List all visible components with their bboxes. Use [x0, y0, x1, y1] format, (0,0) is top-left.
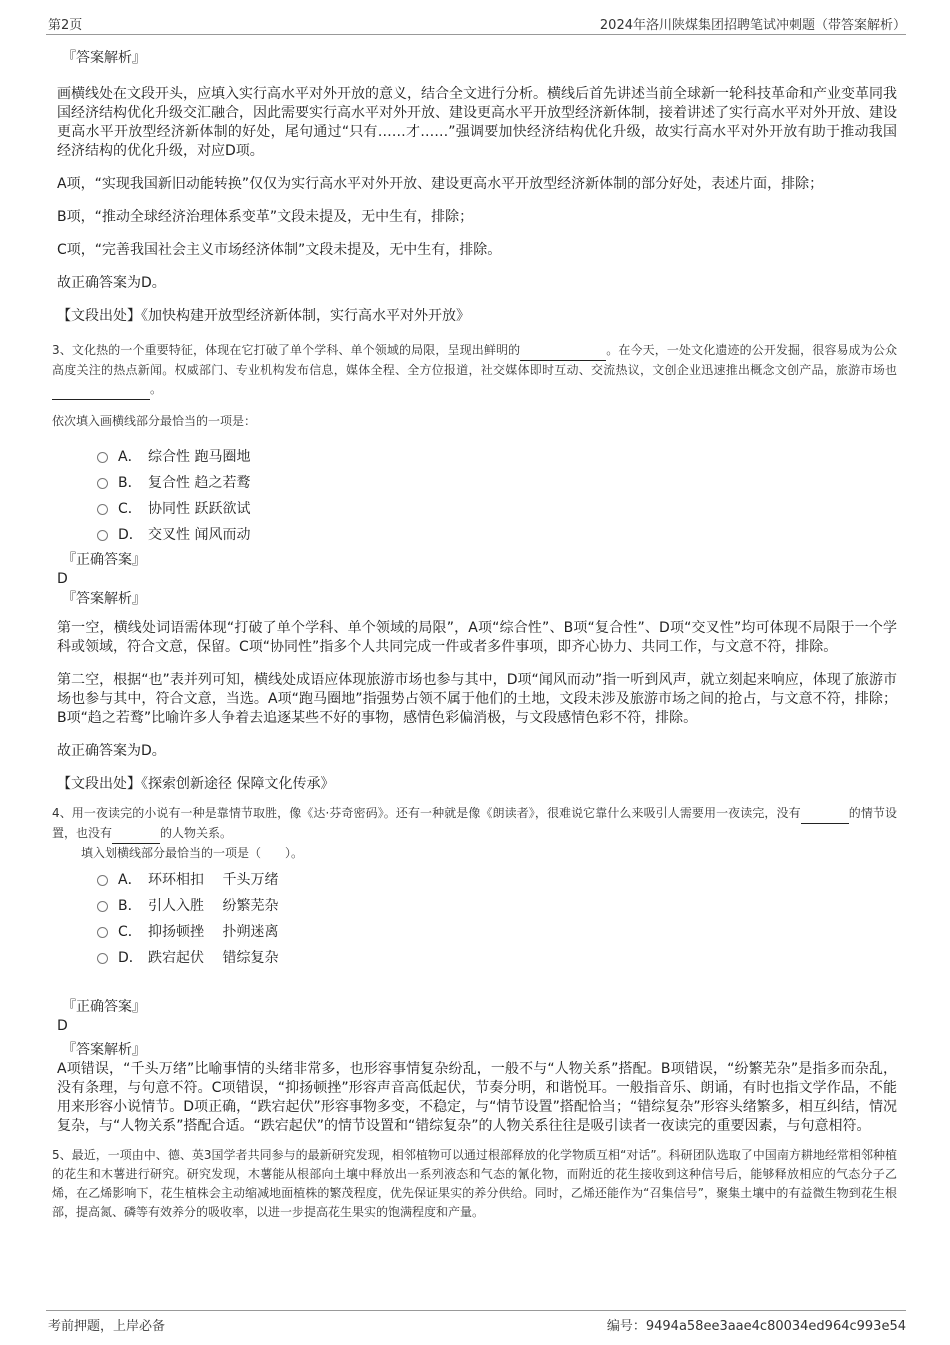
q3-options	[57, 444, 897, 548]
q2-analysis-tag: 『答案解析』	[62, 50, 146, 66]
q3-stem-part3: 。	[150, 382, 163, 396]
q2-analysis-para: 画横线处在文段开头，应填入实行高水平对外开放的意义，结合全文进行分析。横线后首先讲述当前全球新一轮科技革命和产业变革同我国经济结构优化升级交汇融合，因此需要实行高水平对外开放、建设更高水平开放型经济新体制，接着讲述了实行高水平对外开放、建设更高水平开放型经济新体制的好处，尾句通过“只有……才……”强调要加快经济结构优化升级，故实行高水平对外开放有助于推动我国经济结构的优化升级，对应D项。	[57, 86, 897, 159]
q4-analysis-tag: 『答案解析』	[62, 1042, 146, 1058]
q3-stem	[52, 341, 897, 400]
q3-option-d[interactable]: D． 交叉性 闻风而动	[97, 522, 897, 548]
q4-stem-part2: 的情节设置，也没有	[52, 806, 897, 840]
q2-conclusion: 故正确答案为D。	[57, 275, 166, 291]
footer-slogan: 考前押题，上岸必备	[48, 1319, 166, 1334]
q3-conclusion: 故正确答案为D。	[57, 743, 166, 759]
q2-option-c-analysis: C项，“完善我国社会主义市场经济体制”文段未提及，无中生有，排除。	[57, 242, 502, 258]
q3-analysis-para2: 第二空，根据“也”表并列可知，横线处成语应体现旅游市场也参与其中，D项“闻风而动”指一听到风声，就立刻起来响应，体现了旅游市场也参与其中，符合文意，当选。A项“跑马圈地”指强势占领不属于他们的土地，文段未涉及旅游市场之间的抢占，与文意不符，排除；B项“趋之若鹜”比喻许多人争着去追逐某些不好的事物，感情色彩偏消极，与文段感情色彩不符，排除。	[57, 672, 897, 726]
q3-blank-1	[520, 341, 606, 361]
q4-instruction: 填入划横线部分最恰当的一项是（ ）。	[81, 846, 304, 860]
q3-instruction: 依次填入画横线部分最恰当的一项是：	[52, 414, 257, 428]
q2-option-b-analysis: B项，“推动全球经济治理体系变革”文段未提及，无中生有，排除；	[57, 209, 474, 225]
q4-option-d[interactable]: D． 跌宕起伏 错综复杂	[97, 945, 897, 971]
document-code	[607, 1315, 906, 1334]
code-value: 9494a58ee3aae4c80034ed964c993e54	[645, 1319, 906, 1334]
q4-stem-part1: 4、用一夜读完的小说有一种是靠情节取胜，像《达·芬奇密码》。还有一种就是像《朗读者》，很难说它靠什么来吸引人需要用一夜读完，没有	[52, 806, 801, 820]
q4-option-c[interactable]: C． 抑扬顿挫 扑朔迷离	[97, 919, 897, 945]
q4-blank-2	[112, 824, 160, 844]
document-title: 2024年洛川陕煤集团招聘笔试冲刺题（带答案解析）	[599, 18, 906, 33]
q3-option-a[interactable]: A． 综合性 跑马圈地	[97, 444, 897, 470]
q4-correct-answer: D	[57, 1018, 68, 1034]
q2-source: 【文段出处】《加快构建开放型经济新体制，实行高水平对外开放》	[57, 308, 470, 324]
radio-icon[interactable]	[97, 452, 108, 463]
page-content	[52, 42, 897, 1222]
q3-correct-answer: D	[57, 571, 68, 587]
q4-analysis-para: A项错误，“千头万绪”比喻事情的头绪非常多，也形容事情复杂纷乱，一般不与“人物关系”搭配。B项错误，“纷繁芜杂”是指多而杂乱，没有条理，与句意不符。C项错误，“抑扬顿挫”形容声音高低起伏，节奏分明，和谐悦耳。一般指音乐、朗诵，有时也指文学作品，不能用来形容小说情节。D项正确，“跌宕起伏”形容事物多变，不稳定，与“情节设置”搭配恰当；“错综复杂”形容头绪繁多，相互纠结，情况复杂，与“人物关系”搭配合适。“跌宕起伏”的情节设置和“错综复杂”的人物关系往往是吸引读者一夜读完的重要因素，与句意相符。	[57, 1061, 897, 1134]
q5-stem: 5、最近，一项由中、德、英3国学者共同参与的最新研究发现，相邻植物可以通过根部释放的化学物质互相“对话”。科研团队选取了中国南方耕地经常相邻种植的花生和木薯进行研究。研究发现，木薯能从根部向土壤中释放出一系列液态和气态的氰化物，而附近的花生接收到这种信号后，能够释放相应的气态分子乙烯，在乙烯影响下，花生植株会主动缩减地面植株的繁茂程度，优先保证果实的养分供给。同时，乙烯还能作为“召集信号”，聚集土壤中的有益微生物到花生根部，提高氮、磷等有效养分的吸收率，以进一步提高花生果实的饱满程度和产量。	[52, 1148, 897, 1219]
radio-icon[interactable]	[97, 901, 108, 912]
q4-stem-part3: 的人物关系。	[160, 826, 233, 840]
q4-stem	[52, 804, 897, 844]
radio-icon[interactable]	[97, 953, 108, 964]
q4-options	[57, 867, 897, 971]
q3-stem-part1: 3、文化热的一个重要特征，体现在它打破了单个学科、单个领域的局限，呈现出鲜明的	[52, 343, 521, 357]
q3-blank-2	[52, 380, 150, 400]
page-number: 第2页	[48, 18, 83, 33]
q2-option-a-analysis: A项，“实现我国新旧动能转换”仅仅为实行高水平对外开放、建设更高水平开放型经济新体制的部分好处，表述片面，排除；	[57, 176, 824, 192]
q3-source: 【文段出处】《探索创新途径 保障文化传承》	[57, 776, 335, 792]
code-label: 编号：	[606, 1319, 646, 1334]
q3-correct-tag: 『正确答案』	[62, 552, 146, 568]
page-header	[46, 12, 906, 35]
q3-analysis-para1: 第一空，横线处词语需体现“打破了单个学科、单个领域的局限”，A项“综合性”、B项“复合性”、D项“交叉性”均可体现不局限于一个学科或领域，符合文意，保留。C项“协同性”指多个人共同完成一件或者多件事项，即齐心协力、共同工作，与文意不符，排除。	[57, 620, 897, 655]
q3-option-c[interactable]: C． 协同性 跃跃欲试	[97, 496, 897, 522]
q4-correct-tag: 『正确答案』	[62, 999, 146, 1015]
q4-option-a[interactable]: A． 环环相扣 千头万绪	[97, 867, 897, 893]
q3-analysis-tag: 『答案解析』	[62, 591, 146, 607]
q3-stem-part2: 。在今天，一处文化遗迹的公开发掘，很容易成为公众高度关注的热点新闻。权威部门、专业机构发布信息，媒体全程、全方位报道，社交媒体即时互动、交流热议，文创企业迅速推出概念文创产品，旅游市场也	[52, 343, 897, 377]
q3-option-b[interactable]: B． 复合性 趋之若鹜	[97, 470, 897, 496]
q4-blank-1	[801, 804, 849, 824]
radio-icon[interactable]	[97, 927, 108, 938]
radio-icon[interactable]	[97, 504, 108, 515]
radio-icon[interactable]	[97, 478, 108, 489]
radio-icon[interactable]	[97, 530, 108, 541]
page-footer	[46, 1310, 906, 1334]
radio-icon[interactable]	[97, 875, 108, 886]
q4-option-b[interactable]: B． 引人入胜 纷繁芜杂	[97, 893, 897, 919]
